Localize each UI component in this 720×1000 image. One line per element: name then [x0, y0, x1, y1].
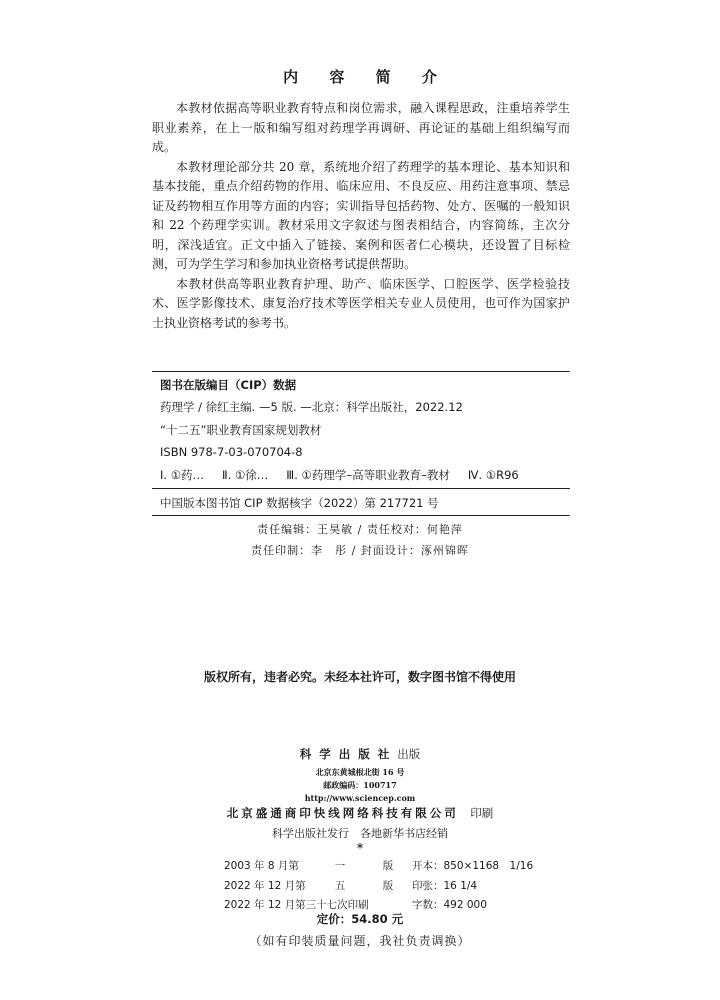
edition-info — [224, 857, 533, 916]
intro-body — [152, 99, 570, 333]
printer-suffix: 印刷 — [470, 806, 494, 820]
cip-class-item: Ⅲ. ①药理学–高等职业教育–教材 — [286, 467, 450, 482]
cip-classification — [160, 464, 570, 486]
edition-type: 版 — [382, 879, 394, 892]
intro-paragraph: 本教材供高等职业教育护理、助产、临床医学、口腔医学、医学检验技术、医学影像技术、康复治疗技术等医学相关专业人员使用，也可作为国家护士执业资格考试的参考书。 — [152, 276, 570, 330]
cip-mid-rule — [152, 488, 570, 489]
edition-detail: 开本：850×1168 1/16 — [412, 860, 534, 872]
intro-title: 内 容 简 介 — [283, 68, 450, 86]
intro-paragraph: 本教材依据高等职业教育特点和岗位需求，融入课程思政，注重培养学生职业素养，在上一版和编写组对药理学再调研、再论证的基础上组织编写而成。 — [152, 101, 570, 154]
cip-isbn: ISBN 978-7-03-070704-8 — [160, 445, 303, 460]
edition-row — [224, 877, 533, 897]
printer-name: 北京盛通商印快线网络科技有限公司 — [226, 806, 459, 820]
edition-num: 五 — [334, 879, 346, 892]
edition-detail: 字数：492 000 — [412, 899, 487, 911]
intro-paragraph: 本教材理论部分共 20 章，系统地介绍了药理学的基本理论、基本知识和基本技能，重点介绍药物的作用、临床应用、不良反应、用药注意事项、禁忌证及药物相互作用等方面的内容；实训指导包括药物、处方、医嘱的一般知识和 22 个药理学实训。教材采用文字叙述与图表相结合，内容简练，主次分明，深浅适宜。正文中插入了链接、案例和医者仁心模块，还设置了目标检测，可为学生学习和参加执业资格考试提供帮助。 — [152, 159, 570, 271]
edition-type: 版 — [382, 860, 394, 872]
cip-line: “十二五”职业教育国家规划教材 — [160, 422, 322, 437]
cip-title: 图书在版编目（CIP）数据 — [160, 378, 297, 392]
cip-record: 中国版本图书馆 CIP 数据核字（2022）第 217721 号 — [160, 496, 439, 510]
edition-row — [224, 857, 533, 877]
distribution-line: 科学出版社发行 各地新华书店经销 — [272, 827, 448, 840]
separator-star: * — [356, 841, 364, 855]
copyright-notice: 版权所有，违者必究。未经本社许可，数字图书馆不得使用 — [203, 670, 516, 684]
cip-bottom-rule — [152, 515, 570, 516]
publisher-url: http://www.sciencep.com — [304, 793, 416, 803]
staff-line: 责任编辑：王昊敏 / 责任校对：何艳萍 — [257, 523, 463, 536]
edition-date: 2003 年 8 月第 — [224, 860, 299, 872]
price: 定价：54.80 元 — [316, 912, 404, 926]
quality-note: （如有印装质量问题，我社负责调换） — [249, 934, 471, 948]
publisher-address: 北京东黄城根北街 16 号 — [315, 767, 405, 777]
printer-line — [0, 805, 720, 821]
publisher-postcode: 邮政编码：100717 — [323, 780, 397, 790]
cip-block — [160, 374, 570, 486]
publisher-line — [0, 746, 720, 762]
cip-class-item: Ⅳ. ①R96 — [467, 467, 519, 482]
edition-num: 一 — [334, 860, 346, 872]
staff-line: 责任印制：李 彤 / 封面设计：涿州锦晖 — [251, 544, 469, 557]
publisher-name: 科学出版社 — [299, 747, 398, 761]
edition-date: 2022 年 12 月第三十七次印刷 — [224, 899, 369, 911]
edition-date: 2022 年 12 月第 — [224, 879, 306, 892]
cip-class-item: Ⅱ. ①徐… — [222, 467, 269, 482]
staff-credits — [0, 519, 720, 561]
cip-class-item: Ⅰ. ①药… — [160, 467, 205, 482]
cip-line: 药理学 / 徐红主编. —5 版. —北京：科学出版社，2022.12 — [160, 400, 463, 415]
edition-detail: 印张：16 1/4 — [412, 879, 478, 892]
publisher-suffix: 出版 — [397, 747, 421, 761]
cip-top-rule — [152, 371, 570, 372]
